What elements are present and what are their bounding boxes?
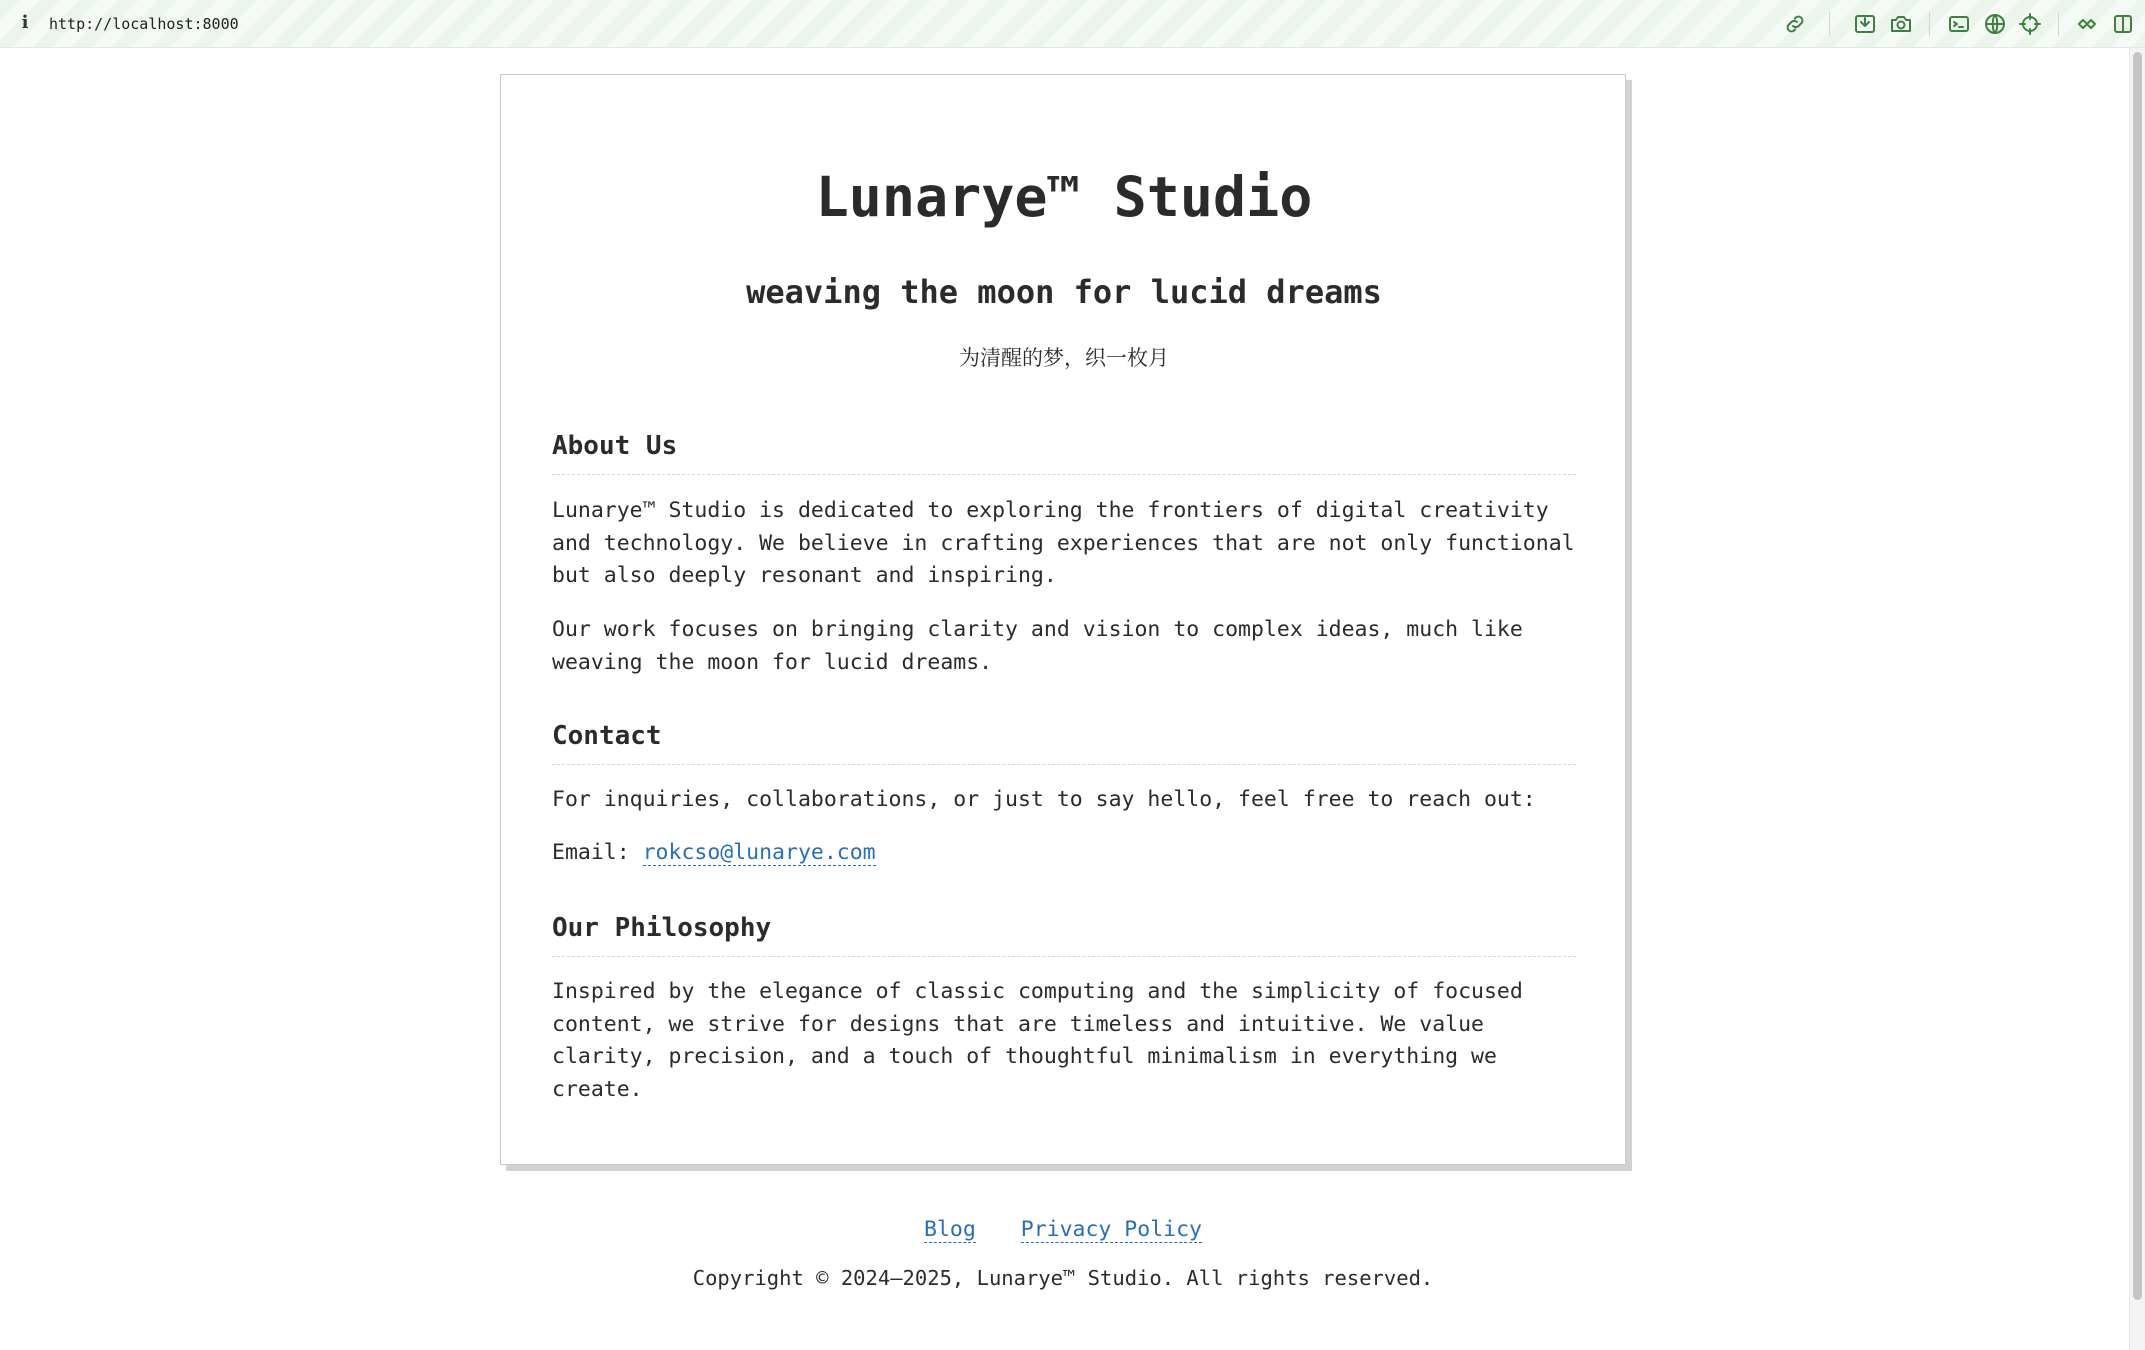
terminal-icon[interactable] [1947, 12, 1971, 36]
tagline: weaving the moon for lucid dreams [746, 273, 1382, 311]
philosophy-heading: Our Philosophy [552, 908, 1576, 957]
toolbar-divider [1829, 12, 1830, 36]
email-label: Email: [552, 840, 643, 865]
browser-toolbar [0, 0, 2145, 48]
footer-link-blog[interactable]: Blog [924, 1217, 976, 1242]
footer-links [500, 1213, 1626, 1247]
page-scrollbar[interactable] [2129, 48, 2145, 1350]
about-paragraph-1: Lunarye™ Studio is dedicated to exploring the frontiers of digital creativity and technology. We believe in crafting experiences that are not only functional but also deeply resonant and inspiring. [552, 498, 1575, 588]
footer-link-privacy-policy[interactable]: Privacy Policy [1020, 1217, 1202, 1242]
site-title: Lunarye™ Studio [815, 165, 1313, 229]
split-view-icon[interactable] [2111, 12, 2135, 36]
address-bar-url[interactable]: http://localhost:8000 [49, 15, 239, 33]
link-icon[interactable] [1783, 12, 1807, 36]
camera-icon[interactable] [1889, 12, 1913, 36]
scrollbar-thumb[interactable] [2133, 52, 2142, 1300]
toolbar-divider [2058, 12, 2059, 36]
contact-paragraph: For inquiries, collaborations, or just to say hello, feel free to reach out: [552, 787, 1536, 812]
about-paragraph-2: Our work focuses on bringing clarity and vision to complex ideas, much like weaving the moon for lucid dreams. [552, 617, 1523, 675]
content-card [500, 74, 1626, 1165]
about-heading: About Us [552, 426, 1576, 475]
philosophy-paragraph: Inspired by the elegance of classic computing and the simplicity of focused content, we strive for designs that are timeless and intuitive. We value clarity, precision, and a touch of thoughtful minimalism in everything we create. [552, 979, 1523, 1102]
globe-icon[interactable] [1983, 12, 2007, 36]
copyright: Copyright © 2024–2025, Lunarye™ Studio. All rights reserved. [692, 1266, 1434, 1290]
info-icon[interactable]: i [21, 12, 29, 33]
contact-heading: Contact [552, 716, 1576, 765]
email-link[interactable]: rokcso@lunarye.com [642, 840, 876, 865]
save-page-icon[interactable] [1853, 12, 1877, 36]
crosshair-icon[interactable] [2018, 12, 2042, 36]
toolbar-divider [1929, 12, 1930, 36]
contact-email-line [552, 837, 1576, 870]
extensions-icon[interactable] [2075, 12, 2099, 36]
tagline-chinese: 为清醒的梦，织一枚月 [959, 346, 1169, 370]
